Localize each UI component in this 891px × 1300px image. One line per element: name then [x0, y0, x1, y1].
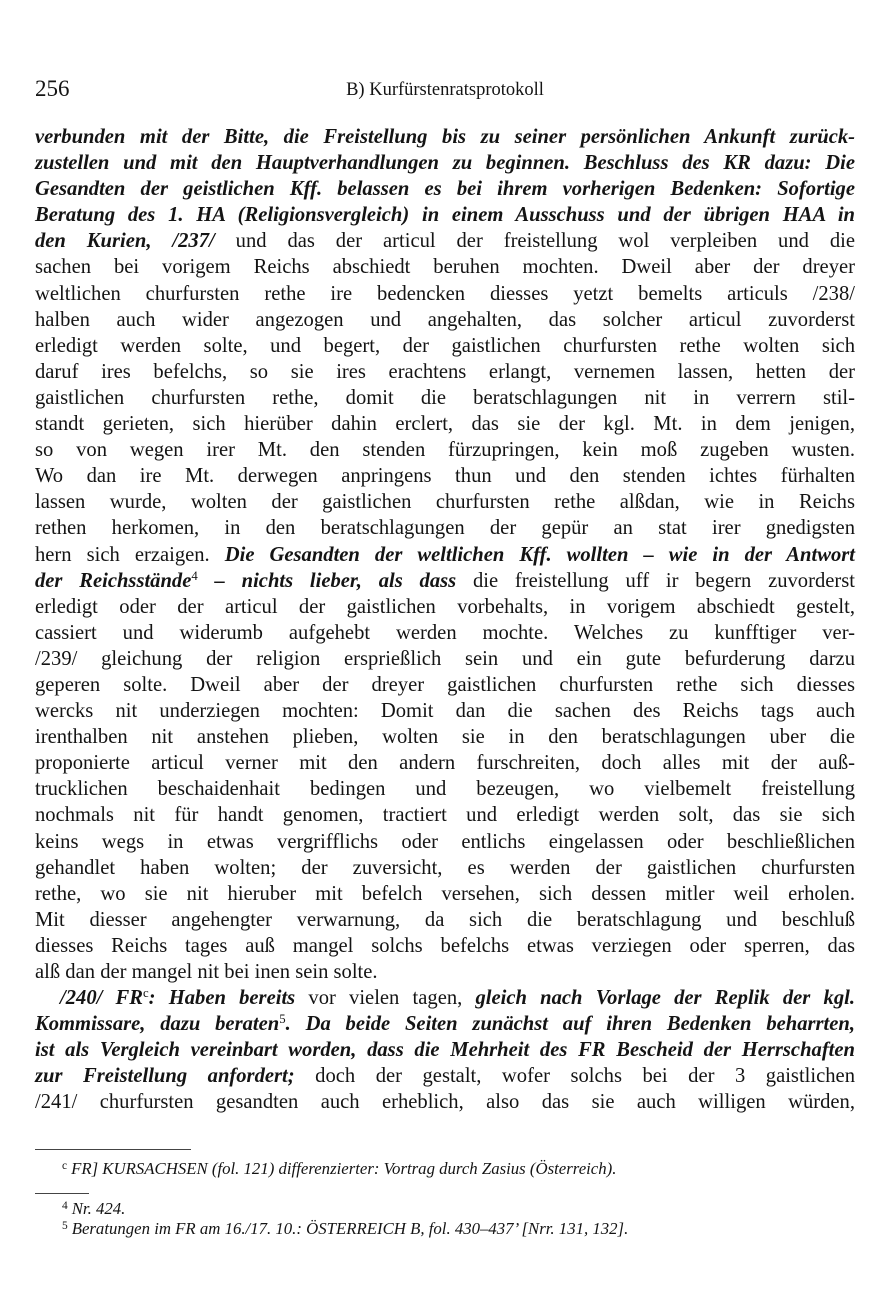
footnote-ref-c: c — [143, 986, 149, 1001]
text-line: diesses Reichs tages auß mangel solchs befelchs etwas verziegen oder sperren, das — [35, 934, 855, 957]
text-line: erledigt oder der articul der gaistlichen vorbehalts, in vorigem abschiedt gestelt, — [35, 595, 855, 618]
running-title: B) Kurfürstenratsprotokoll — [346, 80, 544, 100]
text-line: erledigt werden solte, und begert, der gaistlichen churfursten rethe wolten sich — [35, 334, 855, 357]
text-line: trucklichen beschaidenhait bedingen und bezeugen, wo vielbemelt freistellung — [35, 778, 855, 801]
text-line: zustellen und mit den Hauptverhandlungen zu beginnen. Beschluss des KR dazu: Die — [35, 152, 855, 175]
footnote-mark: 4 — [62, 1199, 68, 1212]
footnote-ref-5: 5 — [279, 1012, 286, 1027]
footnote-mark: 5 — [62, 1219, 68, 1232]
text-line: nochmals nit für handt genomen, tractiert und erledigt werden solt, das sie sich — [35, 804, 855, 827]
text-line: irenthalben nit anstehen plieben, wolten sie in den beratschlagungen uber die — [35, 726, 855, 749]
page-header — [35, 76, 855, 108]
footnote-divider — [35, 1193, 89, 1194]
text-line: den Kurien, /237/ und das der articul der freistellung wol verpleiben und die — [35, 230, 855, 253]
protocol-text — [35, 124, 855, 1116]
page-number: 256 — [35, 76, 70, 101]
text-line: proponierte articul verner mit den andern furschreiten, doch alles mit der auß- — [35, 752, 855, 775]
text-line: verbunden mit der Bitte, die Freistellung bis zu seiner persönlichen Ankunft zurück- — [35, 126, 855, 148]
text-line: gaistlichen churfursten rethe, domit die beratschlagungen nit in verrern stil- — [35, 386, 855, 409]
text-line: keins wegs in etwas vergrifflichs oder entlichs eingelassen oder beschließlichen — [35, 830, 855, 853]
footnote-text: Nr. 424. — [71, 1199, 126, 1218]
text-line: Beratung des 1. HA (Religionsvergleich) in einem Ausschuss und der übrigen HAA in — [35, 204, 855, 227]
text-line: sachen bei vorigem Reichs abschiedt beruhen mochten. Dweil aber der dreyer — [35, 256, 855, 279]
text-line: Gesandten der geistlichen Kff. belassen es bei ihrem vorherigen Bedenken: Sofortige — [35, 178, 855, 201]
footnote-5 — [62, 1219, 628, 1239]
text-line: rethen herkomen, in den beratschlagungen der gepür an stat irer gnedigsten — [35, 517, 855, 540]
footnote-4 — [62, 1199, 125, 1219]
text-line: halben auch wider angezogen und angehalten, das solcher articul zuvorderst — [35, 308, 855, 331]
footnote-divider — [35, 1149, 191, 1150]
text-line: ist als Vergleich vereinbart worden, dass die Mehrheit des FR Bescheid der Herrschaften — [35, 1039, 855, 1062]
text-line: hern sich erzaigen. Die Gesandten der weltlichen Kff. wollten – wie in der Antwort — [35, 543, 855, 566]
text-line: weltlichen churfursten rethe ire bedencken diesses yetzt bemelts articuls /238/ — [35, 282, 855, 305]
text-line: so von wegen irer Mt. den stenden fürzupringen, kein moß zugeben wusten. — [35, 439, 855, 462]
text-line: Mit diesser angehengter verwarnung, da sich die beratschlagung und beschluß — [35, 908, 855, 931]
footnote-text: Beratungen im FR am 16./17. 10.: ÖSTERREICH B, fol. 430–437’ [Nrr. 131, 132]. — [71, 1219, 629, 1238]
text-line: gehandlet haben wolten; der zuversicht, es werden der gaistlichen churfursten — [35, 856, 855, 879]
text-line: Kommissare, dazu beraten$^5$. Da beide Seiten zunächst auf ihren Bedenken beharrten, — [35, 1012, 856, 1036]
footnote-text: FR] KURSACHSEN (fol. 121) differenzierter: Vortrag durch Zasius (Österreich). — [71, 1159, 617, 1178]
footnote-ref-4: 4 — [191, 568, 198, 583]
text-line: geperen solte. Dweil aber der dreyer gaistlichen churfursten rethe sich diesses — [35, 673, 855, 696]
text-line: zur Freistellung anfordert; doch der gestalt, wofer solchs bei der 3 gaistlichen — [35, 1065, 855, 1088]
text-line: lassen wurde, wolten der gaistlichen churfursten rethe alßdan, wie in Reichs — [35, 491, 855, 514]
text-line: daruf ires befelchs, so sie ires erachtens erlangt, vernemen lassen, hetten der — [35, 360, 855, 383]
text-line: /241/ churfursten gesandten auch erheblich, also das sie auch willigen würden, — [35, 1091, 855, 1114]
text-line: alß dan der mangel nit bei inen sein solte. — [35, 961, 378, 983]
text-line: Wo dan ire Mt. derwegen anpringens thun und den stenden ichtes fürhalten — [35, 465, 855, 488]
footnote-c — [62, 1159, 616, 1179]
text-line: wercks nit underziegen mochten: Domit dan die sachen des Reichs tags auch — [35, 700, 855, 723]
text-line: cassiert und widerumb aufgehebt werden mochte. Welches zu kunfftiger ver- — [35, 621, 855, 644]
text-line: /239/ gleichung der religion ersprießlich sein und ein gute befurderung darzu — [35, 647, 855, 670]
text-line: standt gerieten, sich hierüber dahin erclert, das sie der kgl. Mt. in dem jenigen, — [35, 413, 855, 436]
text-line: der Reichsstände$^4$ – nichts lieber, als dass die freistellung uff ir begern zuvorderst — [35, 568, 855, 592]
text-line: rethe, wo sie nit hieruber mit befelch versehen, sich dessen mitler weil erholen. — [35, 882, 855, 905]
footnote-mark: c — [62, 1159, 68, 1172]
text-line: /240/ $FR^c$: Haben bereits vor vielen tagen, gleich nach Vorlage der Replik der kgl. — [60, 986, 855, 1010]
